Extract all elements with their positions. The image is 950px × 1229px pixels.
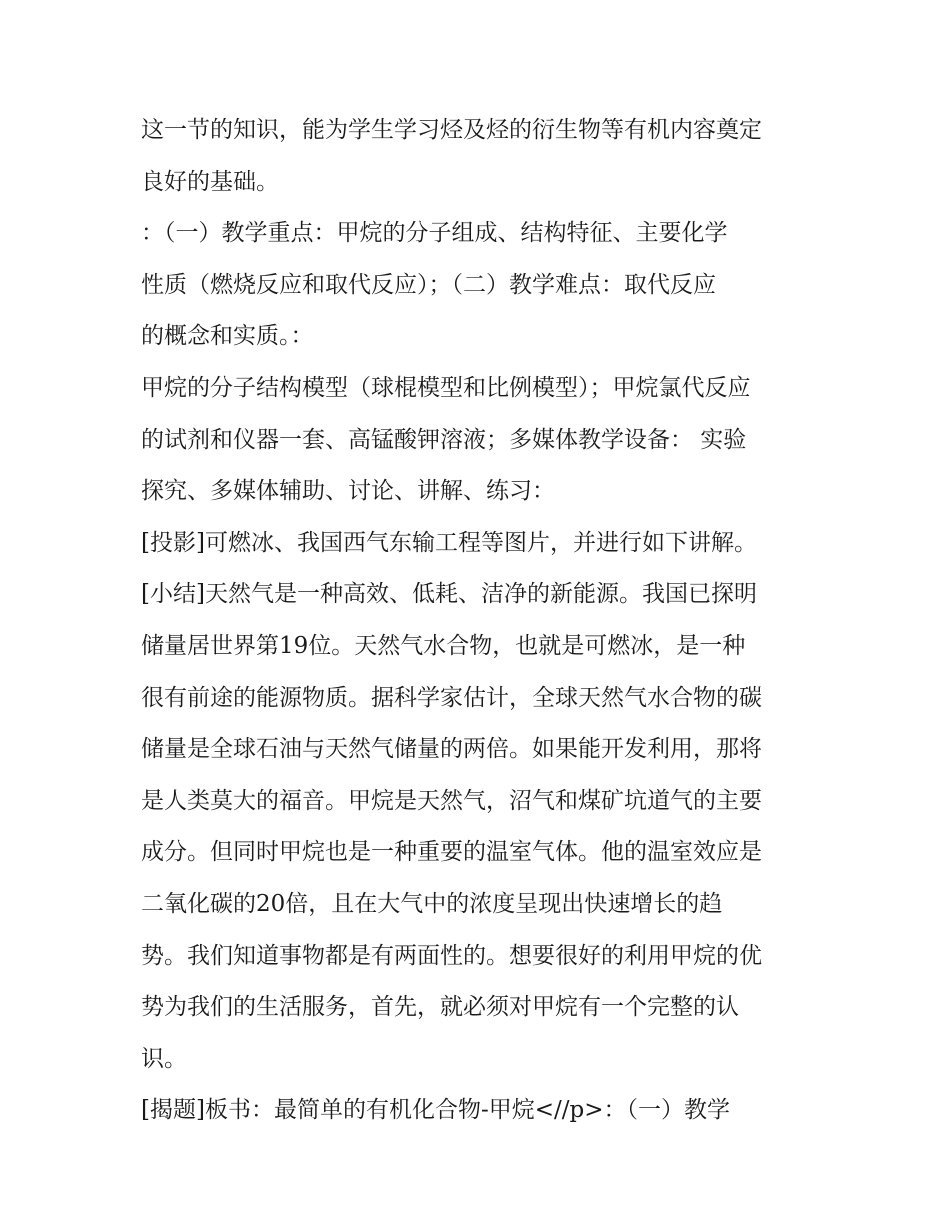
text-line: 是人类莫大的福音。甲烷是天然气，沼气和煤矿坑道气的主要 bbox=[141, 787, 762, 814]
text-line: 良好的基础。 bbox=[141, 168, 279, 195]
text-line: 很有前途的能源物质。据科学家估计，全球天然气水合物的碳 bbox=[141, 684, 762, 711]
text-line: [小结]天然气是一种高效、低耗、洁净的新能源。我国已探明 bbox=[141, 581, 757, 608]
text-line: 的试剂和仪器一套、高锰酸钾溶液；多媒体教学设备： 实验 bbox=[141, 426, 747, 453]
text-line: [揭题]板书：最简单的有机化合物-甲烷<//p>：（一）教学 bbox=[141, 1097, 730, 1124]
text-line: 识。 bbox=[141, 1045, 187, 1072]
document-body bbox=[141, 105, 821, 1137]
text-line: 甲烷的分子结构模型（球棍模型和比例模型）；甲烷氯代反应 bbox=[141, 374, 751, 401]
text-line: 二氧化碳的20倍，且在大气中的浓度呈现出快速增长的趋 bbox=[141, 890, 723, 917]
text-line: [投影]可燃冰、我国西气东输工程等图片，并进行如下讲解。 bbox=[141, 529, 757, 556]
text-line: 储量是全球石油与天然气储量的两倍。如果能开发利用，那将 bbox=[141, 736, 762, 763]
text-line: 储量居世界第19位。天然气水合物，也就是可燃冰，是一种 bbox=[141, 632, 746, 659]
text-line: 这一节的知识，能为学生学习烃及烃的衍生物等有机内容奠定 bbox=[141, 117, 762, 143]
text-line: 性质（燃烧反应和取代反应）；（二）教学难点：取代反应 bbox=[141, 271, 716, 298]
text-line: 的概念和实质。： bbox=[141, 323, 314, 350]
text-line: ：（一）教学重点：甲烷的分子组成、结构特征、主要化学 bbox=[141, 220, 728, 247]
text-line: 势。我们知道事物都是有两面性的。想要很好的利用甲烷的优 bbox=[141, 942, 762, 969]
text-line: 势为我们的生活服务，首先，就必须对甲烷有一个完整的认 bbox=[141, 994, 739, 1021]
text-line: 探究、多媒体辅助、讨论、讲解、练习： bbox=[141, 478, 555, 505]
text-line: 成分。但同时甲烷也是一种重要的温室气体。他的温室效应是 bbox=[141, 839, 762, 866]
